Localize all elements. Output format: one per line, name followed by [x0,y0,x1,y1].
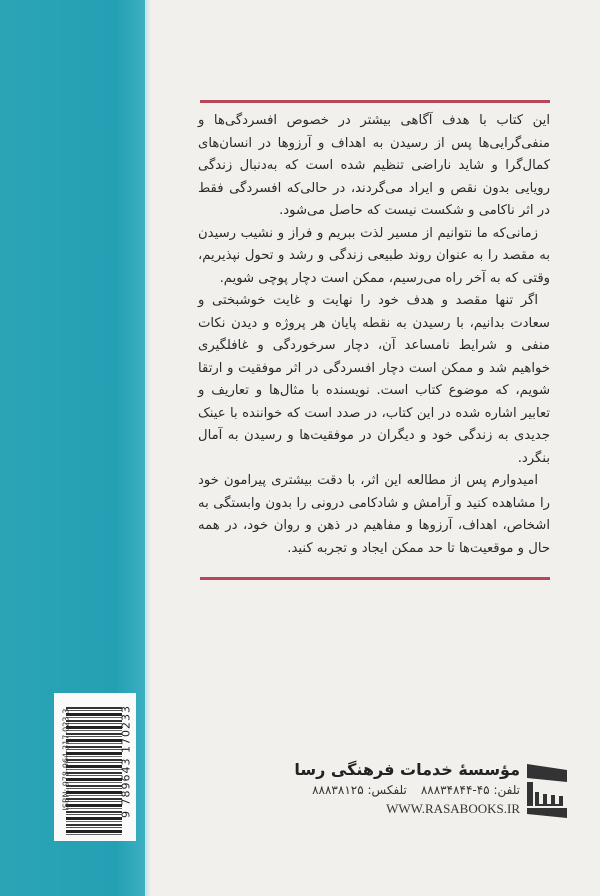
blurb-paragraph: زمانی‌که ما نتوانیم از مسیر لذت ببریم و فراز و نشیب رسیدن به مقصد را به عنوان روند طبیعی زندگی و رشد و تحول نپذیریم، وقتی که به آخر راه می‌رسیم، ممکن است دچار پوچی شویم. [198,225,550,286]
publisher-name: مؤسسهٔ خدمات فرهنگی رسا [294,760,520,779]
publisher-contact [230,783,520,797]
blurb-text [198,110,550,560]
band-edge [145,0,151,896]
blurb-paragraph: اگر تنها مقصد و هدف خود را نهایت و غایت خوشبختی و سعادت بدانیم، با رسیدن به نقطه پایان هر پروژه و دیدن نکات منفی و شرایط نامساعد آن، دچار سرخوردگی و غافلگیری خواهیم شد و ممکن است دچار افسردگی در اثر موفقیت و ارتقا شویم، که موضوع کتاب است. نویسنده با مثال‌ها و تعاریف و تعابیر اشاره شده در این کتاب، در صدد است که خواننده با عینک جدیدی به زندگی خود و دیگران در موفقیت‌ها و رسیدن به آمال بنگرد. [198,293,550,466]
blurb-paragraph: امیدوارم پس از مطالعه این اثر، با دقت بیشتری پیرامون خود را مشاهده کنید و آرامش و شادکامی درونی را بدون وابستگی به اشخاص، اهداف، آرزوها و مفاهیم در ذهن و روان خود، در همه حال و موقعیت‌ها تا حد ممکن ایجاد و تجربه کنید. [198,473,550,556]
barcode-digits: 9 789643 170233 [119,705,133,818]
publisher-info [230,760,520,817]
phone-number: تلفن: ۴۵-۸۸۸۳۴۸۴۴ [420,783,520,797]
isbn-barcode [54,693,136,841]
blurb-paragraph: این کتاب با هدف آگاهی بیشتر در خصوص افسردگی‌ها و منفی‌گرایی‌ها پس از رسیدن به اهداف و آرزوها در انسان‌های کمال‌گرا و شاید ناراضی تنظیم شده است که به‌دنبال زندگی رویایی بدون نقص و ایراد می‌گردند، در حالی‌که افسردگی فقط در اثر ناکامی و شکست نیست که حاصل می‌شود. [198,113,550,218]
barcode-bars [66,707,122,835]
top-divider [200,100,550,103]
fax-number: تلفکس: ۸۸۸۳۸۱۲۵ [312,783,407,797]
isbn-label: ISBN: 978-964-317-023-3 [61,708,71,811]
bottom-divider [200,577,550,580]
publisher-logo-icon [525,762,569,820]
publisher-website: WWW.RASABOOKS.IR [386,801,520,816]
